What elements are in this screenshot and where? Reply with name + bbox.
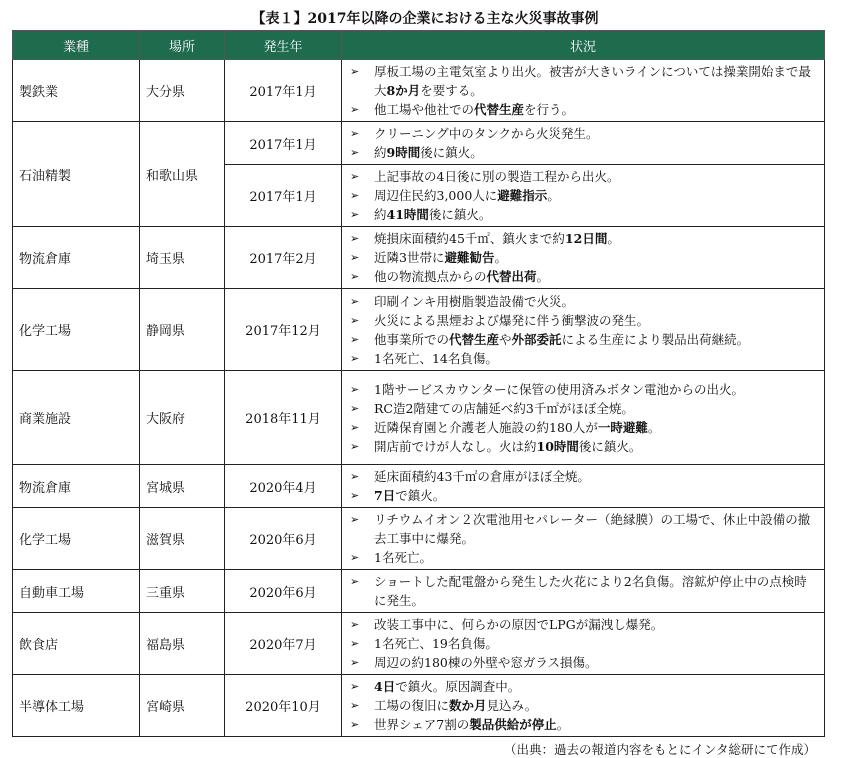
situation-bullet [348, 267, 818, 286]
emphasis-text: 製品供給が停止 [469, 717, 557, 732]
location-cell: 滋賀県 [140, 508, 225, 570]
situation-cell [342, 508, 825, 570]
emphasis-text: 外部委託 [511, 331, 562, 347]
emphasis-text: 41時間 [386, 207, 429, 222]
situation-bullet [348, 653, 818, 672]
bullet-text: や [499, 331, 512, 347]
bullet-text: 1名死亡、14名負傷。 [374, 350, 498, 366]
bullet-text: クリーニング中のタンクから火災発生。 [374, 126, 599, 141]
situation-bullet [348, 167, 818, 186]
situation-cell [342, 289, 825, 371]
location-cell: 宮城県 [140, 465, 225, 508]
bullet-text: 。 [647, 419, 661, 435]
industry-cell: 物流倉庫 [13, 465, 140, 508]
emphasis-text: 12日間 [564, 231, 608, 246]
bullet-text: 後に鎮火。 [428, 207, 492, 222]
situation-bullet [348, 205, 818, 224]
header-industry: 業種 [13, 31, 140, 60]
situation-bullet [348, 100, 818, 119]
situation-bullet [348, 380, 818, 399]
situation-list [348, 380, 818, 456]
bullet-text: 厚板工場の主電気室より出火。被害が大きいラインについては操業開始まで最大 [374, 64, 811, 98]
bullet-text: を要する。 [420, 83, 483, 98]
bullet-text: で鎮火。 [395, 488, 446, 503]
year-cell: 2018年11月 [225, 371, 342, 465]
industry-cell: 製鉄業 [13, 60, 140, 122]
year-cell: 2020年6月 [225, 508, 342, 570]
bullet-text: 1名死亡、19名負傷。 [374, 636, 498, 651]
situation-bullet [348, 292, 818, 311]
situation-list [348, 62, 818, 119]
year-cell: 2017年1月 [225, 165, 342, 227]
emphasis-text: 8か月 [386, 83, 421, 98]
emphasis-text: 代替出荷 [486, 269, 537, 284]
location-cell: 宮崎県 [140, 675, 225, 737]
emphasis-text: 9時間 [386, 145, 421, 160]
location-cell: 静岡県 [140, 289, 225, 371]
year-cell: 2020年10月 [225, 675, 342, 737]
header-year: 発生年 [225, 31, 342, 60]
table-row [13, 465, 825, 508]
situation-bullet [348, 330, 818, 349]
industry-cell: 化学工場 [13, 508, 140, 570]
situation-list [348, 677, 818, 734]
bullet-text: 見込み。 [486, 698, 538, 713]
situation-bullet [348, 248, 818, 267]
bullet-text: 約 [374, 145, 387, 160]
situation-list [348, 124, 818, 162]
bullet-text: 工場の復旧に [374, 698, 450, 713]
situation-list [348, 572, 818, 610]
situation-bullet [348, 486, 818, 505]
bullet-text: 近隣保育園と介護老人施設の約180人が [374, 419, 598, 435]
situation-cell [342, 570, 825, 613]
bullet-text: 後に鎮火。 [578, 438, 642, 454]
situation-bullet [348, 399, 818, 418]
bullet-text: 。 [494, 250, 507, 265]
bullet-text: RC造2階建ての店舗延べ約3千㎡がほぼ全焼。 [374, 400, 634, 416]
emphasis-text: 一時避難 [597, 419, 648, 435]
industry-cell: 自動車工場 [13, 570, 140, 613]
situation-bullet [348, 634, 818, 653]
location-cell: 和歌山県 [140, 122, 225, 227]
situation-list [348, 615, 818, 672]
bullet-text: 他の物流拠点からの [374, 269, 487, 284]
situation-cell [342, 675, 825, 737]
location-cell: 大分県 [140, 60, 225, 122]
bullet-text: 1階サービスカウンターに保管の使用済みボタン電池からの出火。 [374, 381, 744, 397]
bullet-text: 後に鎮火。 [420, 145, 483, 160]
table-row [13, 570, 825, 613]
bullet-text: 周辺の約180棟の外壁や窓ガラス損傷。 [374, 655, 598, 670]
situation-bullet [348, 548, 818, 567]
bullet-text: 近隣3世帯に [374, 250, 445, 265]
year-cell: 2017年1月 [225, 60, 342, 122]
year-cell: 2020年7月 [225, 613, 342, 675]
table-row [13, 613, 825, 675]
situation-bullet [348, 510, 818, 548]
year-cell: 2017年2月 [225, 227, 342, 289]
situation-cell [342, 371, 825, 465]
situation-bullet [348, 311, 818, 330]
bullet-text: 1名死亡。 [374, 550, 432, 565]
situation-bullet [348, 62, 818, 100]
situation-bullet [348, 696, 818, 715]
table-row [13, 227, 825, 289]
bullet-text: 。 [536, 269, 550, 284]
situation-bullet [348, 715, 818, 734]
bullet-text: 焼損床面積約45千㎡、鎮火まで約 [374, 231, 565, 246]
bullet-text: 世界シェア7割の [374, 717, 470, 732]
situation-cell [342, 227, 825, 289]
emphasis-text: 避難勧告 [444, 250, 495, 265]
table-row [13, 122, 825, 165]
emphasis-text: 代替生産 [449, 331, 500, 347]
situation-cell [342, 465, 825, 508]
bullet-text: 印刷インキ用樹脂製造設備で火災。 [374, 293, 575, 309]
emphasis-text: 代替生産 [474, 102, 525, 117]
bullet-text: 火災による黒煙および爆発に伴う衝撃波の発生。 [374, 312, 650, 328]
bullet-text: 上記事故の4日後に別の製造工程から出火。 [374, 169, 620, 184]
bullet-text: 開店前でけが人なし。火は約 [374, 438, 537, 454]
bullet-text: 。 [607, 231, 620, 246]
situation-bullet [348, 437, 818, 456]
emphasis-text: 4日 [374, 679, 396, 694]
bullet-text: リチウムイオン２次電池用セパレーター（絶縁膜）の工場で、休止中設備の撤去工事中に爆発。 [374, 512, 811, 546]
situation-bullet [348, 572, 818, 610]
bullet-text: による生産により製品出荷継続。 [561, 331, 750, 347]
emphasis-text: 数か月 [449, 698, 487, 713]
table-row [13, 371, 825, 465]
situation-list [348, 229, 818, 286]
emphasis-text: 10時間 [536, 438, 579, 454]
situation-list [348, 467, 818, 505]
situation-bullet [348, 467, 818, 486]
emphasis-text: 避難指示 [497, 188, 548, 203]
bullet-text: ショートした配電盤から発生した火花により2名負傷。溶鉱炉停止中の点検時に発生。 [374, 574, 807, 608]
situation-bullet [348, 124, 818, 143]
bullet-text: 改装工事中に、何らかの原因でLPGが漏洩し爆発。 [374, 617, 664, 632]
table-caption: 【表１】2017年以降の企業における主な火災事故事例 [251, 11, 599, 27]
year-cell: 2020年6月 [225, 570, 342, 613]
bullet-text: 約 [374, 207, 387, 222]
industry-cell: 飲食店 [13, 613, 140, 675]
bullet-text: 延床面積約43千㎡の倉庫がほぼ全焼。 [374, 469, 590, 484]
header-situation: 状況 [342, 31, 825, 60]
fire-incident-table [12, 30, 825, 737]
situation-bullet [348, 615, 818, 634]
situation-bullet [348, 186, 818, 205]
situation-bullet [348, 677, 818, 696]
table-row [13, 675, 825, 737]
situation-list [348, 510, 818, 567]
situation-cell [342, 613, 825, 675]
situation-bullet [348, 418, 818, 437]
situation-cell [342, 60, 825, 122]
table-row [13, 508, 825, 570]
industry-cell: 半導体工場 [13, 675, 140, 737]
bullet-text: 他事業所での [374, 331, 450, 347]
location-cell: 福島県 [140, 613, 225, 675]
industry-cell: 化学工場 [13, 289, 140, 371]
table-header-row [13, 31, 825, 60]
situation-cell [342, 122, 825, 165]
table-row [13, 289, 825, 371]
year-cell: 2020年4月 [225, 465, 342, 508]
situation-list [348, 292, 818, 368]
table-row [13, 60, 825, 122]
situation-cell [342, 165, 825, 227]
year-cell: 2017年12月 [225, 289, 342, 371]
bullet-text: 。 [556, 717, 570, 732]
location-cell: 三重県 [140, 570, 225, 613]
situation-list [348, 167, 818, 224]
industry-cell: 商業施設 [13, 371, 140, 465]
emphasis-text: 7日 [374, 488, 396, 503]
location-cell: 埼玉県 [140, 227, 225, 289]
source-note: （出典：過去の報道内容をもとにインタ総研にて作成） [503, 742, 816, 757]
header-location: 場所 [140, 31, 225, 60]
industry-cell: 物流倉庫 [13, 227, 140, 289]
location-cell: 大阪府 [140, 371, 225, 465]
situation-bullet [348, 229, 818, 248]
bullet-text: 他工場や他社での [374, 102, 475, 117]
year-cell: 2017年1月 [225, 122, 342, 165]
bullet-text: を行う。 [524, 102, 575, 117]
bullet-text: 。 [547, 188, 560, 203]
bullet-text: 周辺住民約3,000人に [374, 188, 498, 203]
bullet-text: で鎮火。原因調査中。 [395, 679, 521, 694]
situation-bullet [348, 143, 818, 162]
situation-bullet [348, 349, 818, 368]
industry-cell: 石油精製 [13, 122, 140, 227]
